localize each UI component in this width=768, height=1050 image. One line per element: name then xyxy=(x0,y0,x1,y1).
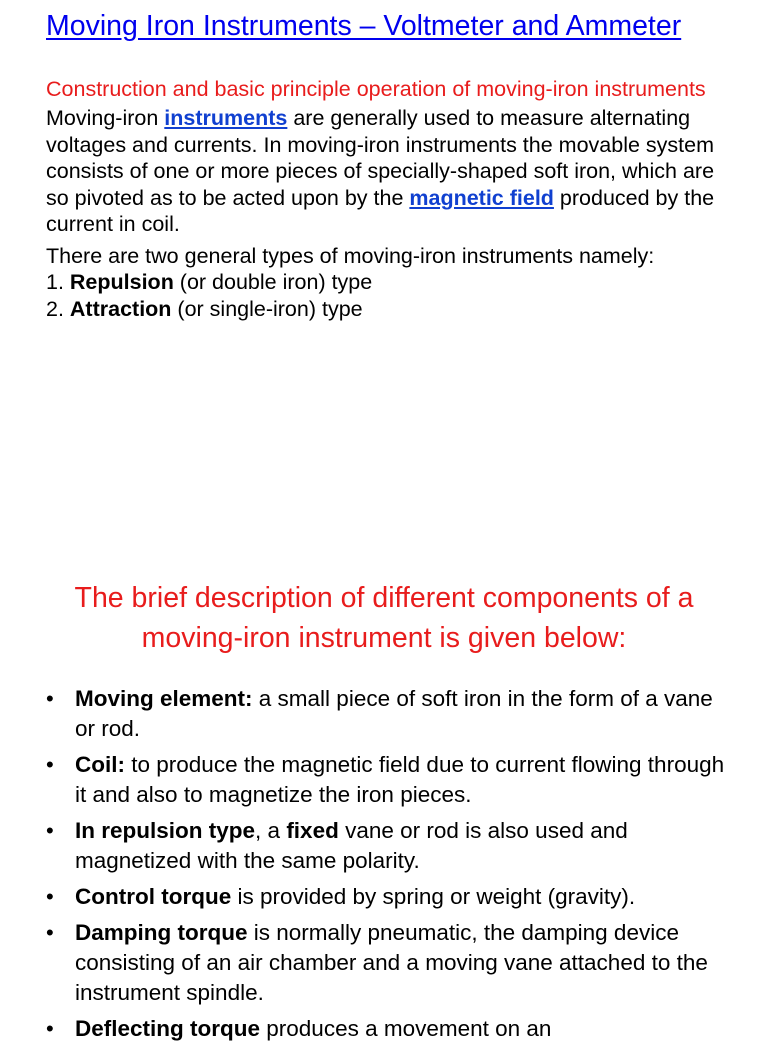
bullet-icon: • xyxy=(46,920,54,945)
intro-text-2: are generally used to measure alternating voltages and currents. In moving-iron instruments the movable system consists of one or more pieces of specially-shaped soft iron, which are so pivoted as to be acted upon by the xyxy=(46,106,715,210)
slide-1 xyxy=(46,0,736,323)
type-desc: (or single-iron) type xyxy=(171,297,363,321)
intro-paragraph xyxy=(46,105,736,238)
bullet-text: , a xyxy=(255,818,287,843)
bullet-term: Deflecting torque xyxy=(75,1016,261,1041)
bullet-term: Moving element: xyxy=(75,686,253,711)
intro-text-1: Moving-iron xyxy=(46,106,165,130)
intro-text-3: produced by the current in coil. xyxy=(46,185,715,236)
title-link[interactable]: Moving Iron Instruments – Voltmeter and Ammeter xyxy=(46,10,682,42)
type-item-attraction xyxy=(46,296,736,323)
type-name: Repulsion xyxy=(69,270,174,294)
bullet-icon: • xyxy=(46,686,54,711)
bullet-text: a small piece of soft iron in the form of a vane or rod. xyxy=(75,686,713,741)
bullet-icon: • xyxy=(46,1016,54,1041)
list-item xyxy=(0,1014,768,1044)
bullet-term: Control torque xyxy=(75,884,232,909)
bullet-text: is normally pneumatic, the damping device consisting of an air chamber and a moving vane attached to the instrument spindle. xyxy=(75,920,708,1005)
section-subtitle: Construction and basic principle operation of moving-iron instruments xyxy=(46,77,706,101)
bullet-text: vane or rod is also used and magnetized with the same polarity. xyxy=(75,818,628,873)
bullet-text: to produce the magnetic field due to current flowing through it and also to magnetize the iron pieces. xyxy=(75,752,725,807)
types-list xyxy=(46,269,736,323)
list-item xyxy=(0,918,768,1008)
magnetic-field-link[interactable]: magnetic field xyxy=(409,185,554,210)
bullet-text: produces a movement on an xyxy=(260,1016,552,1041)
page-title xyxy=(46,6,736,47)
bullet-icon: • xyxy=(46,884,54,909)
slide-2 xyxy=(0,578,768,1050)
bullet-text: is provided by spring or weight (gravity). xyxy=(231,884,636,909)
type-desc: (or double iron) type xyxy=(173,270,373,294)
bullet-term: Damping torque xyxy=(75,920,248,945)
type-number: 2. xyxy=(46,297,70,321)
list-item xyxy=(0,882,768,912)
list-item xyxy=(0,684,768,744)
list-item xyxy=(0,750,768,810)
components-heading: The brief description of different components of a moving-iron instrument is given below: xyxy=(74,582,694,654)
types-intro-paragraph: There are two general types of moving-iron instruments namely: xyxy=(46,243,655,268)
bullet-term: In repulsion type xyxy=(75,818,256,843)
bullet-icon: • xyxy=(46,818,54,843)
components-list xyxy=(0,684,768,1044)
type-name: Attraction xyxy=(69,297,172,321)
bullet-icon: • xyxy=(46,752,54,777)
type-number: 1. xyxy=(46,270,70,294)
bullet-term: fixed xyxy=(286,818,339,843)
type-item-repulsion xyxy=(46,269,736,296)
instruments-link[interactable]: instruments xyxy=(164,106,288,130)
list-item xyxy=(0,816,768,876)
bullet-term: Coil: xyxy=(75,752,125,777)
